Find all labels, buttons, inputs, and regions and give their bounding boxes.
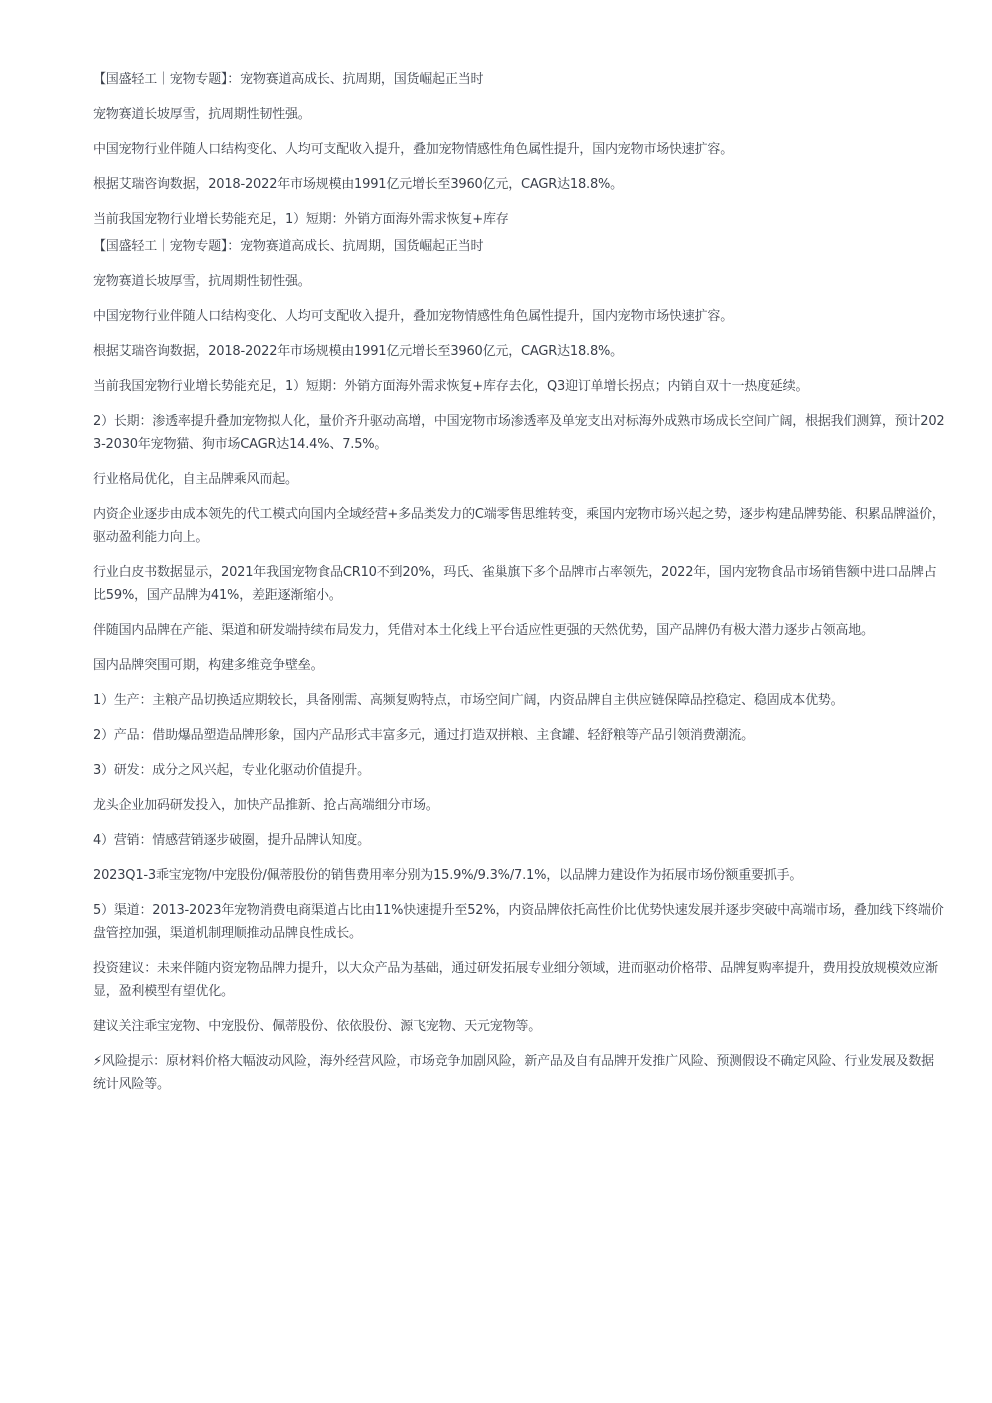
paragraph: 中国宠物行业伴随人口结构变化、人均可支配收入提升，叠加宠物情感性角色属性提升，国内宠物市场快速扩容。 bbox=[93, 142, 734, 157]
paragraph: 内资企业逐步由成本领先的代工模式向国内全域经营+多品类发力的C端零售思维转变，乘国内宠物市场兴起之势，逐步构建品牌势能、积累品牌溢价，驱动盈利能力向上。 bbox=[93, 507, 945, 545]
paragraph: 宠物赛道长坡厚雪，抗周期性韧性强。 bbox=[93, 274, 311, 289]
paragraph: 2）产品：借助爆品塑造品牌形象，国内产品形式丰富多元，通过打造双拼粮、主食罐、轻舒粮等产品引领消费潮流。 bbox=[93, 728, 754, 743]
paragraph: 投资建议：未来伴随内资宠物品牌力提升，以大众产品为基础，通过研发拓展专业细分领域，进而驱动价格带、品牌复购率提升，费用投放规模效应渐显，盈利模型有望优化。 bbox=[93, 961, 938, 999]
heading-paragraph: 【国盛轻工｜宠物专题】：宠物赛道高成长、抗周期，国货崛起正当时 bbox=[93, 72, 484, 87]
paragraph: 行业白皮书数据显示，2021年我国宠物食品CR10不到20%，玛氏、雀巢旗下多个品牌市占率领先，2022年，国内宠物食品市场销售额中进口品牌占比59%，国产品牌为41%，差距逐渐缩小。 bbox=[93, 565, 937, 603]
paragraph: 当前我国宠物行业增长势能充足，1）短期：外销方面海外需求恢复+库存 bbox=[93, 212, 509, 227]
paragraph: 国内品牌突围可期，构建多维竞争壁垒。 bbox=[93, 658, 324, 673]
paragraph: 中国宠物行业伴随人口结构变化、人均可支配收入提升，叠加宠物情感性角色属性提升，国内宠物市场快速扩容。 bbox=[93, 309, 734, 324]
paragraph: 当前我国宠物行业增长势能充足，1）短期：外销方面海外需求恢复+库存去化，Q3迎订单增长拐点；内销自双十一热度延续。 bbox=[93, 379, 809, 394]
paragraph: 2023Q1-3乖宝宠物/中宠股份/佩蒂股份的销售费用率分别为15.9%/9.3%/7.1%，以品牌力建设作为拓展市场份额重要抓手。 bbox=[93, 868, 803, 883]
paragraph: 4）营销：情感营销逐步破圈，提升品牌认知度。 bbox=[93, 833, 370, 848]
paragraph: 建议关注乖宝宠物、中宠股份、佩蒂股份、依依股份、源飞宠物、天元宠物等。 bbox=[93, 1019, 542, 1034]
heading-paragraph: 【国盛轻工｜宠物专题】：宠物赛道高成长、抗周期，国货崛起正当时 bbox=[93, 239, 484, 254]
paragraph: 2）长期：渗透率提升叠加宠物拟人化，量价齐升驱动高增，中国宠物市场渗透率及单宠支出对标海外成熟市场成长空间广阔，根据我们测算，预计2023-2030年宠物猫、狗市场CAGR达14.4%、7.5%。 bbox=[93, 414, 945, 452]
risk-warning-paragraph: ⚡风险提示：原材料价格大幅波动风险，海外经营风险，市场竞争加剧风险，新产品及自有品牌开发推广风险、预测假设不确定风险、行业发展及数据统计风险等。 bbox=[93, 1054, 934, 1092]
paragraph: 行业格局优化，自主品牌乘风而起。 bbox=[93, 472, 298, 487]
paragraph: 3）研发：成分之风兴起，专业化驱动价值提升。 bbox=[93, 763, 370, 778]
paragraph: 伴随国内品牌在产能、渠道和研发端持续布局发力，凭借对本土化线上平台适应性更强的天然优势，国产品牌仍有极大潜力逐步占领高地。 bbox=[93, 623, 874, 638]
paragraph: 宠物赛道长坡厚雪，抗周期性韧性强。 bbox=[93, 107, 311, 122]
paragraph: 5）渠道：2013-2023年宠物消费电商渠道占比由11%快速提升至52%，内资品牌依托高性价比优势快速发展并逐步突破中高端市场，叠加线下终端价盘管控加强，渠道机制理顺推动品牌良性成长。 bbox=[93, 903, 944, 941]
document-body bbox=[93, 68, 945, 1108]
paragraph: 龙头企业加码研发投入，加快产品推新、抢占高端细分市场。 bbox=[93, 798, 439, 813]
paragraph: 根据艾瑞咨询数据，2018-2022年市场规模由1991亿元增长至3960亿元，CAGR达18.8%。 bbox=[93, 344, 623, 359]
paragraph: 根据艾瑞咨询数据，2018-2022年市场规模由1991亿元增长至3960亿元，CAGR达18.8%。 bbox=[93, 177, 623, 192]
paragraph: 1）生产：主粮产品切换适应期较长，具备刚需、高频复购特点，市场空间广阔，内资品牌自主供应链保障品控稳定、稳固成本优势。 bbox=[93, 693, 844, 708]
